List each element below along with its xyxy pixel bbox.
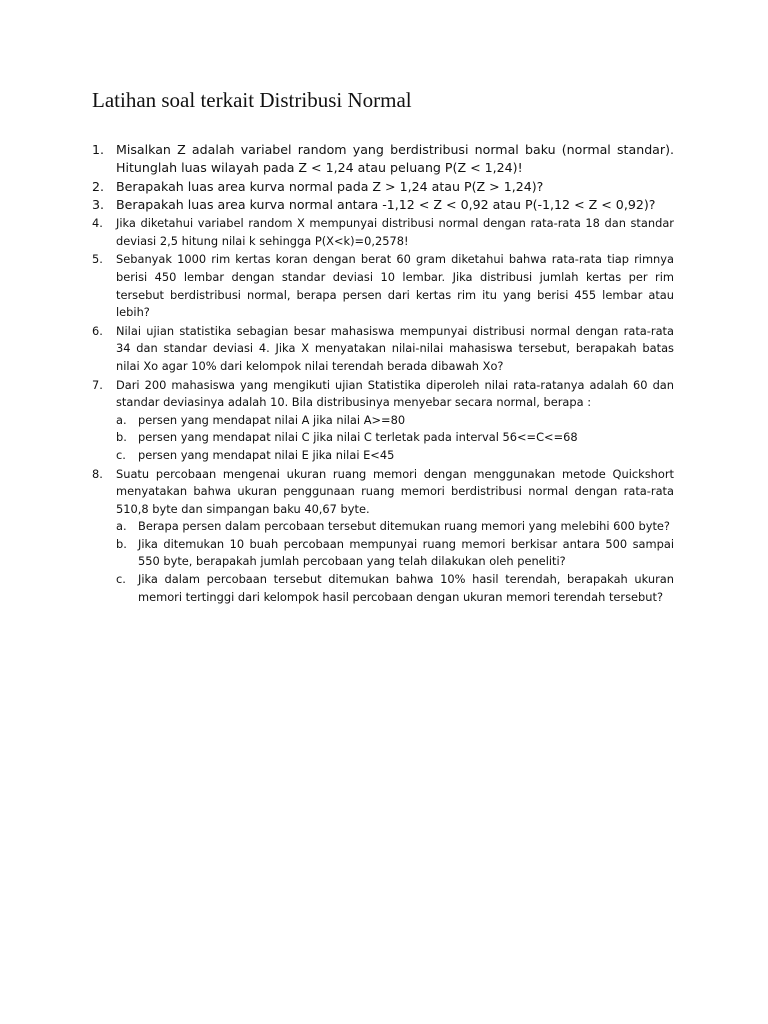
sub-question-letter: a. xyxy=(116,519,127,534)
sub-question-item xyxy=(116,447,674,465)
sub-question-text: Jika ditemukan 10 buah percobaan mempunyai ruang memori berkisar antara 500 sampai 550 byte, berapakah jumlah percobaan yang telah dilakukan oleh peneliti? xyxy=(138,536,674,569)
sub-question-text: Berapa persen dalam percobaan tersebut ditemukan ruang memori yang melebihi 600 byte? xyxy=(138,519,670,534)
question-text: Dari 200 mahasiswa yang mengikuti ujian Statistika diperoleh nilai rata-ratanya adalah 60 dan standar deviasinya adalah 10. Bila distribusinya menyebar secara normal, berapa : xyxy=(116,377,674,410)
document-title: Latihan soal terkait Distribusi Normal xyxy=(92,88,412,112)
question-text: Jika diketahui variabel random X mempunyai distribusi normal dengan rata-rata 18 dan standar deviasi 2,5 hitung nilai k sehingga P(X<k)=0,2578! xyxy=(116,216,674,248)
sub-question-item xyxy=(116,429,674,447)
question-item-3 xyxy=(92,196,674,214)
sub-question-letter: c. xyxy=(116,572,126,587)
question-item-8 xyxy=(92,466,674,607)
question-item-4 xyxy=(92,215,674,250)
sub-question-text: persen yang mendapat nilai E jika nilai E<45 xyxy=(138,447,395,462)
question-number: 1. xyxy=(92,142,105,157)
sub-question-text: Jika dalam percobaan tersebut ditemukan bahwa 10% hasil terendah, berapakah ukuran memori tertinggi dari kelompok hasil percobaan dengan ukuran memori terendah tersebut? xyxy=(138,572,674,604)
sub-question-item xyxy=(116,518,674,536)
question-text: Berapakah luas area kurva normal antara -1,12 < Z < 0,92 atau P(-1,12 < Z < 0,92)? xyxy=(116,197,656,213)
question-body xyxy=(116,466,674,607)
question-number: 7. xyxy=(92,377,103,392)
question-item-1 xyxy=(92,141,674,177)
sub-question-list xyxy=(116,518,674,606)
question-item-5 xyxy=(92,251,674,321)
sub-question-letter: b. xyxy=(116,430,127,445)
question-text: Sebanyak 1000 rim kertas koran dengan berat 60 gram diketahui bahwa rata-rata tiap rimnya berisi 450 lembar dengan standar deviasi 10 lembar. Jika distribusi jumlah kertas per rim tersebut berdistribusi normal, berapa persen dari kertas rim itu yang berisi 455 lembar atau lebih? xyxy=(116,252,674,320)
sub-question-text: persen yang mendapat nilai C jika nilai C terletak pada interval 56<=C<=68 xyxy=(138,430,578,445)
question-number: 2. xyxy=(92,178,105,194)
question-list xyxy=(92,141,674,607)
sub-question-item xyxy=(116,536,674,571)
question-number: 3. xyxy=(92,197,105,213)
question-number: 5. xyxy=(92,252,103,267)
question-text: Nilai ujian statistika sebagian besar mahasiswa mempunyai distribusi normal dengan rata-rata 34 dan standar deviasi 4. Jika X menyatakan nilai-nilai mahasiswa tersebut, berapakah batas nilai Xo agar 10% dari kelompok nilai terendah berada dibawah Xo? xyxy=(116,323,674,373)
sub-question-letter: b. xyxy=(116,536,127,551)
sub-question-text: persen yang mendapat nilai A jika nilai A>=80 xyxy=(138,412,406,427)
question-number: 4. xyxy=(92,216,103,231)
question-text: Misalkan Z adalah variabel random yang berdistribusi normal baku (normal standar). Hitunglah luas wilayah pada Z < 1,24 atau peluang P(Z < 1,24)! xyxy=(116,142,674,175)
question-text: Berapakah luas area kurva normal pada Z > 1,24 atau P(Z > 1,24)? xyxy=(116,178,544,194)
sub-question-list xyxy=(116,412,674,465)
question-text: Suatu percobaan mengenai ukuran ruang memori dengan menggunakan metode Quickshort menyatakan bahwa ukuran penggunaan ruang memori berdistribusi normal dengan rata-rata 510,8 byte dan simpangan baku 40,67 byte. xyxy=(116,466,674,516)
sub-question-letter: a. xyxy=(116,412,127,427)
question-number: 6. xyxy=(92,323,103,338)
question-number: 8. xyxy=(92,466,103,481)
question-item-6 xyxy=(92,323,674,376)
question-item-2 xyxy=(92,178,674,196)
question-item-7 xyxy=(92,377,674,465)
sub-question-letter: c. xyxy=(116,447,126,462)
question-body xyxy=(116,377,674,465)
sub-question-item xyxy=(116,412,674,430)
sub-question-item xyxy=(116,571,674,606)
